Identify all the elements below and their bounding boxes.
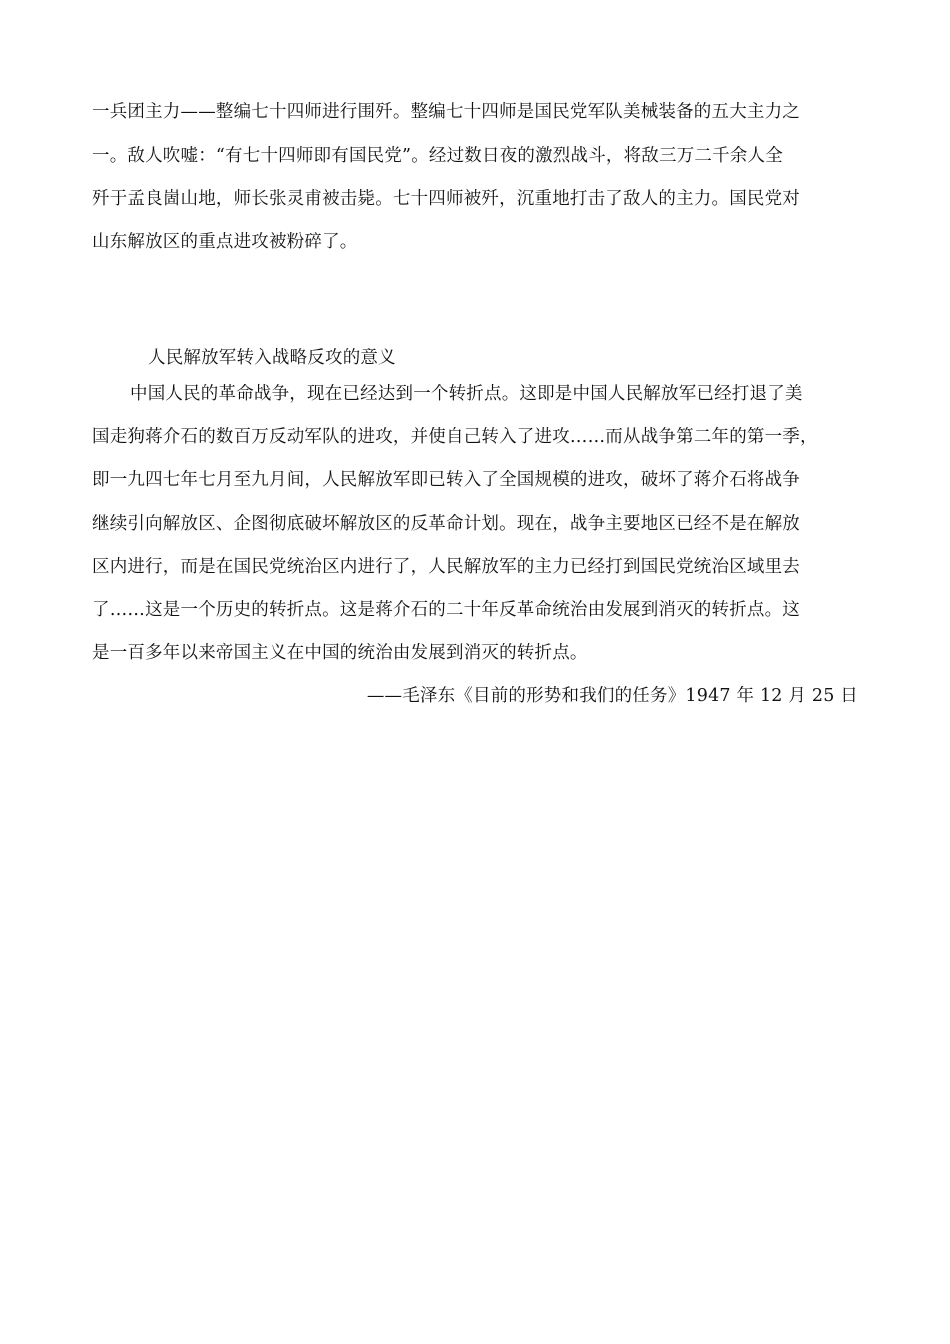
quote-line: 即一九四七年七月至九月间，人民解放军即已转入了全国规模的进攻，破坏了蒋介石将战争 <box>92 470 800 490</box>
paragraph-line: 一兵团主力——整编七十四师进行围歼。整编七十四师是国民党军队美械装备的五大主力之 <box>92 102 800 122</box>
section-heading: 人民解放军转入战略反攻的意义 <box>148 348 396 368</box>
quote-line: 继续引向解放区、企图彻底破坏解放区的反革命计划。现在，战争主要地区已经不是在解放 <box>92 514 800 534</box>
quote-line: 中国人民的革命战争，现在已经达到一个转折点。这即是中国人民解放军已经打退了美 <box>130 384 803 404</box>
quote-line: 是一百多年以来帝国主义在中国的统治由发展到消灭的转折点。 <box>92 643 588 663</box>
quote-attribution: ——毛泽东《目前的形势和我们的任务》1947 年 12 月 25 日 <box>366 686 858 706</box>
quote-line: 国走狗蒋介石的数百万反动军队的进攻，并使自己转入了进攻……而从战争第二年的第一季， <box>92 427 818 447</box>
quote-line: 区内进行，而是在国民党统治区内进行了，人民解放军的主力已经打到国民党统治区域里去 <box>92 557 800 577</box>
paragraph-line: 一。敌人吹嘘：“有七十四师即有国民党”。经过数日夜的激烈战斗，将敌三万二千余人全 <box>92 146 783 166</box>
paragraph-line: 歼于孟良崮山地，师长张灵甫被击毙。七十四师被歼，沉重地打击了敌人的主力。国民党对 <box>92 189 800 209</box>
paragraph-line: 山东解放区的重点进攻被粉碎了。 <box>92 232 358 252</box>
quote-line: 了……这是一个历史的转折点。这是蒋介石的二十年反革命统治由发展到消灭的转折点。这 <box>92 600 800 620</box>
